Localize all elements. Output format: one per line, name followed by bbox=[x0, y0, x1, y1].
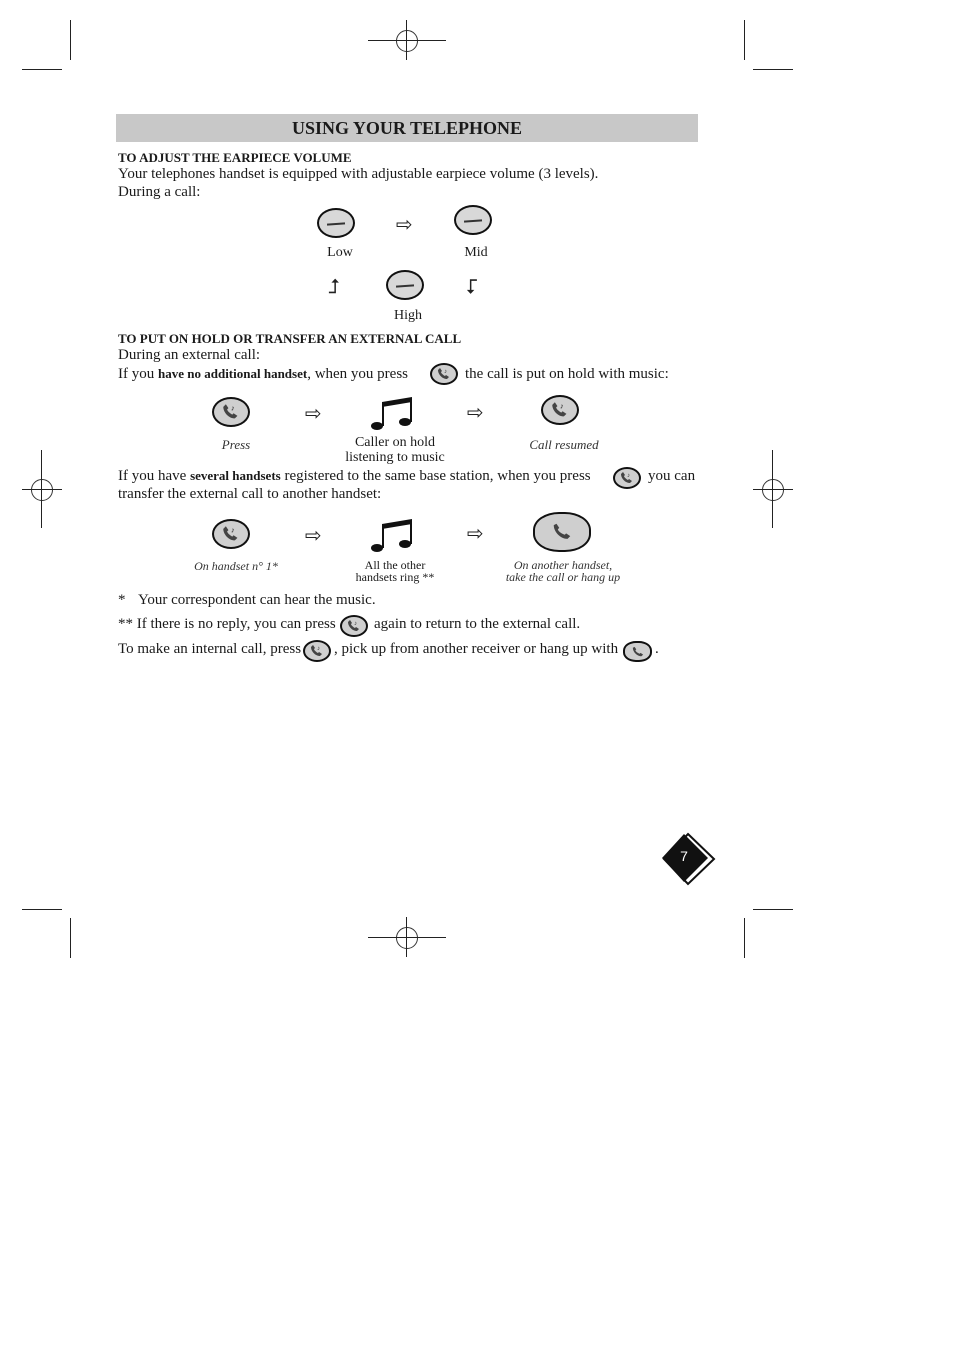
step-other-caption bbox=[496, 559, 630, 583]
footnote-marker: * bbox=[118, 592, 126, 608]
intercom-button bbox=[541, 395, 579, 425]
registration-mark bbox=[396, 30, 418, 52]
svg-text:♪: ♪ bbox=[627, 473, 630, 479]
internal-call-text: To make an internal call, press bbox=[118, 641, 302, 657]
text-part: If you bbox=[118, 366, 158, 382]
intercom-icon bbox=[220, 403, 242, 421]
intercom-icon bbox=[619, 471, 635, 485]
footnote-1: Your correspondent can hear the music. bbox=[138, 592, 376, 608]
svg-text:♪: ♪ bbox=[231, 525, 235, 535]
intercom-icon bbox=[346, 619, 362, 633]
crop-mark bbox=[22, 909, 62, 910]
volume-text-2: During a call: bbox=[118, 184, 201, 200]
several-text-3: transfer the external call to another handset: bbox=[118, 486, 382, 502]
step-hold-caption bbox=[332, 435, 458, 465]
volume-mid-button bbox=[454, 205, 492, 235]
intercom-icon bbox=[549, 401, 571, 419]
intercom-button-inline bbox=[613, 467, 641, 489]
caption-line: handsets ring ** bbox=[355, 570, 435, 584]
crop-mark bbox=[70, 918, 71, 958]
intercom-button-inline bbox=[430, 363, 458, 385]
registration-line bbox=[41, 450, 42, 528]
registration-line bbox=[368, 937, 446, 938]
several-text bbox=[118, 468, 591, 485]
curved-arrow-icon: ⮥ bbox=[328, 274, 340, 298]
talk-button bbox=[533, 512, 591, 552]
crop-mark bbox=[22, 69, 62, 70]
hold-heading: TO PUT ON HOLD OR TRANSFER AN EXTERNAL CALL bbox=[118, 331, 462, 346]
right-arrow-icon: ⇨ bbox=[396, 212, 413, 236]
text-part: , when you press bbox=[307, 366, 409, 382]
right-arrow-icon: ⇨ bbox=[305, 401, 322, 425]
volume-label-low: Low bbox=[327, 245, 353, 260]
volume-low-button bbox=[317, 208, 355, 238]
svg-text:♪: ♪ bbox=[444, 369, 447, 375]
intercom-button bbox=[212, 519, 250, 549]
crop-mark bbox=[744, 20, 745, 60]
crop-mark bbox=[753, 69, 793, 70]
internal-call-text-2: , pick up from another receiver or hang up with bbox=[334, 641, 619, 657]
crop-mark bbox=[70, 20, 71, 60]
caption-line: listening to music bbox=[345, 450, 445, 465]
text-bold: several handsets bbox=[190, 468, 281, 483]
registration-line bbox=[368, 40, 446, 41]
phone-icon bbox=[551, 522, 573, 542]
caption-line: Caller on hold bbox=[354, 435, 436, 450]
svg-text:♪: ♪ bbox=[354, 621, 357, 627]
volume-high-button bbox=[386, 270, 424, 300]
svg-text:♪: ♪ bbox=[317, 646, 320, 652]
hold-text-2 bbox=[118, 366, 408, 383]
registration-line bbox=[22, 489, 62, 490]
page-title: USING YOUR TELEPHONE bbox=[291, 118, 523, 138]
caption-line: All the other bbox=[364, 558, 426, 572]
registration-line bbox=[406, 20, 407, 60]
registration-line bbox=[772, 450, 773, 528]
caption-line: take the call or hang up bbox=[505, 570, 621, 584]
volume-label-high: High bbox=[394, 308, 422, 323]
phone-icon bbox=[631, 646, 645, 658]
intercom-button-inline bbox=[303, 640, 331, 662]
text-bold: have no additional handset bbox=[158, 366, 308, 381]
footnote-2: ** If there is no reply, you can press bbox=[118, 616, 336, 632]
registration-line bbox=[406, 917, 407, 957]
page-number: 7 bbox=[680, 848, 688, 864]
step-handset-caption: On handset n° 1* bbox=[194, 559, 278, 573]
registration-mark bbox=[31, 479, 53, 501]
hold-text-3: the call is put on hold with music: bbox=[465, 366, 669, 382]
caption-line: On another handset, bbox=[513, 558, 613, 572]
hangup-button-inline bbox=[623, 641, 652, 662]
step-press-caption: Press bbox=[221, 437, 251, 452]
curved-arrow-icon: ⮦ bbox=[466, 274, 478, 298]
volume-label-mid: Mid bbox=[464, 245, 488, 260]
several-text-2: you can bbox=[648, 468, 696, 484]
footnote-2-end: again to return to the external call. bbox=[374, 616, 581, 632]
internal-call-text-3: . bbox=[655, 641, 659, 657]
crop-mark bbox=[744, 918, 745, 958]
crop-mark bbox=[753, 909, 793, 910]
step-ring-caption bbox=[340, 559, 450, 583]
step-resumed-caption: Call resumed bbox=[529, 437, 599, 452]
intercom-icon bbox=[220, 525, 242, 543]
right-arrow-icon: ⇨ bbox=[305, 523, 322, 547]
text-part: If you have bbox=[118, 468, 191, 484]
music-note-icon bbox=[368, 396, 418, 432]
right-arrow-icon: ⇨ bbox=[467, 521, 484, 545]
hold-text: During an external call: bbox=[118, 347, 261, 363]
registration-mark bbox=[762, 479, 784, 501]
svg-text:♪: ♪ bbox=[560, 401, 564, 411]
intercom-button bbox=[212, 397, 250, 427]
intercom-icon bbox=[309, 644, 325, 658]
text-part: registered to the same base station, when you press bbox=[280, 468, 591, 484]
right-arrow-icon: ⇨ bbox=[467, 400, 484, 424]
volume-heading: TO ADJUST THE EARPIECE VOLUME bbox=[118, 150, 352, 165]
music-note-icon bbox=[368, 518, 418, 554]
section-banner bbox=[116, 114, 698, 142]
svg-text:♪: ♪ bbox=[231, 403, 235, 413]
registration-line bbox=[753, 489, 793, 490]
registration-mark bbox=[396, 927, 418, 949]
volume-text: Your telephones handset is equipped with adjustable earpiece volume (3 levels). bbox=[118, 166, 599, 182]
intercom-icon bbox=[436, 367, 452, 381]
intercom-button-inline bbox=[340, 615, 368, 637]
